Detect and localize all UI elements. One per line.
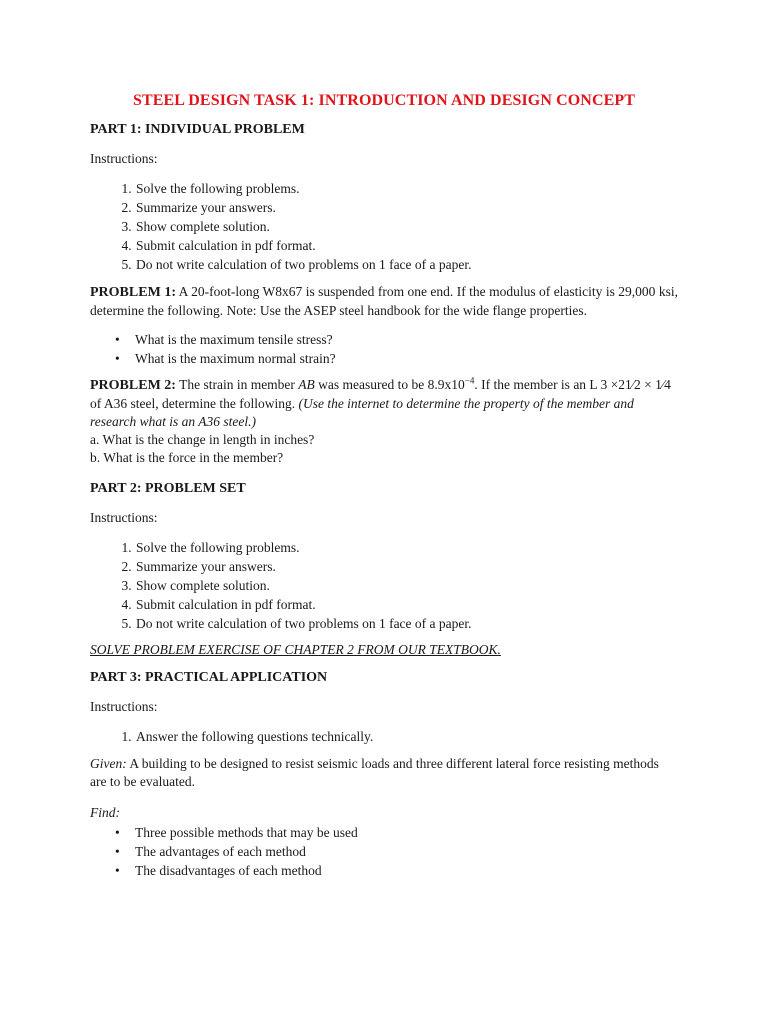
problem2-text-b: was measured to be 8.9x10	[314, 377, 465, 392]
given-text: A building to be designed to resist seismic loads and three different lateral force resisting methods are to be evaluated.	[90, 756, 659, 789]
list-item: • The disadvantages of each method	[135, 861, 678, 880]
problem2-note: (Use the internet to determine the property of the member and research what is an A36 steel.)	[90, 396, 634, 429]
problem1-text: A 20-foot-long W8x67 is suspended from one end. If the modulus of elasticity is 29,000 ksi, determine the following. Note: Use the ASEP steel handbook for the wide flange properties.	[90, 284, 678, 318]
list-item: 5. Do not write calculation of two problems on 1 face of a paper.	[135, 255, 678, 274]
list-item: • Three possible methods that may be used	[135, 823, 678, 842]
find-label: Find:	[90, 805, 120, 820]
list-item: 1. Solve the following problems.	[135, 179, 678, 198]
problem1-label: PROBLEM 1:	[90, 285, 176, 300]
problem2-text-c: . If the member is an L 3 ×21⁄2 × 1⁄4 of A36 steel, determine the following.	[90, 377, 671, 411]
document-page	[90, 92, 678, 888]
part1-heading: PART 1: INDIVIDUAL PROBLEM	[90, 122, 305, 137]
problem1-statement	[90, 283, 678, 320]
list-item: • What is the maximum tensile stress?	[135, 330, 678, 349]
problem2-exponent: −4	[464, 375, 475, 386]
problem2-text-a: The strain in member	[175, 377, 299, 392]
part3-steps-list	[90, 727, 678, 746]
document-title: STEEL DESIGN TASK 1: INTRODUCTION AND DESIGN CONCEPT	[132, 92, 636, 109]
problem2-item-a: a. What is the change in length in inches?	[90, 432, 315, 447]
problem1-questions	[90, 330, 678, 368]
list-item: 5. Do not write calculation of two problems on 1 face of a paper.	[135, 614, 678, 633]
list-item: 1. Solve the following problems.	[135, 538, 678, 557]
part2-heading: PART 2: PROBLEM SET	[90, 481, 246, 496]
find-list	[90, 823, 678, 880]
problem2-member: AB	[298, 377, 315, 392]
part1-steps-list	[90, 179, 678, 274]
part2-instructions-label: Instructions:	[90, 510, 158, 525]
list-item: • What is the maximum normal strain?	[135, 349, 678, 368]
part2-steps-list	[90, 538, 678, 633]
list-item: 4. Submit calculation in pdf format.	[135, 595, 678, 614]
list-item: 3. Show complete solution.	[135, 217, 678, 236]
problem2-label: PROBLEM 2:	[90, 378, 176, 393]
list-item: 4. Submit calculation in pdf format.	[135, 236, 678, 255]
part1-instructions-label: Instructions:	[90, 151, 158, 166]
problem2-item-b: b. What is the force in the member?	[90, 450, 284, 465]
list-item: 1. Answer the following questions technically.	[135, 727, 678, 746]
list-item: 2. Summarize your answers.	[135, 557, 678, 576]
given-label: Given:	[90, 756, 127, 771]
part3-heading: PART 3: PRACTICAL APPLICATION	[90, 670, 328, 685]
problem2-statement	[90, 376, 678, 467]
list-item: 2. Summarize your answers.	[135, 198, 678, 217]
part3-instructions-label: Instructions:	[90, 699, 158, 714]
list-item: 3. Show complete solution.	[135, 576, 678, 595]
list-item: • The advantages of each method	[135, 842, 678, 861]
given-statement	[90, 755, 678, 791]
exercise-instruction: SOLVE PROBLEM EXERCISE OF CHAPTER 2 FROM OUR TEXTBOOK.	[90, 642, 501, 657]
